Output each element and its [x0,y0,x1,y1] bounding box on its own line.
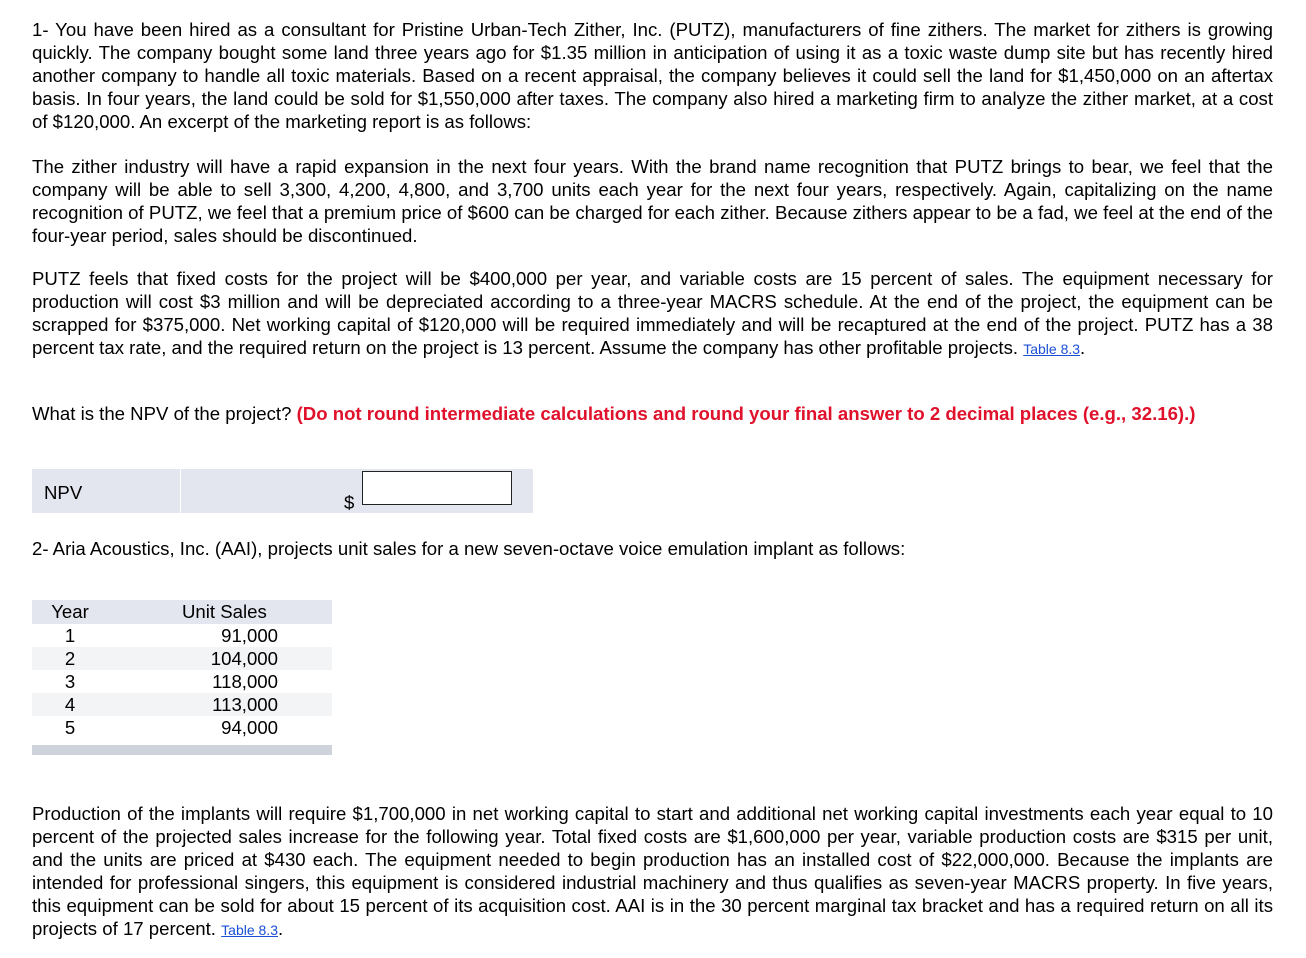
table-footer-bar [32,745,332,755]
table-row [32,693,332,716]
unit-sales-table [32,600,332,755]
table-row [32,716,332,739]
q2-intro-text: 2- Aria Acoustics, Inc. (AAI), projects unit sales for a new seven-octave voice emulation implant as follows: [32,538,906,559]
q1-table-link[interactable]: Table 8.3 [1023,341,1081,357]
year-header: Year [51,601,89,622]
npv-currency-symbol: $ [344,492,355,513]
unit-sales-cell: 113,000 [212,694,278,715]
q1-intro-paragraph [32,18,1273,133]
npv-label: NPV [44,482,83,503]
q1-instruction: (Do not round intermediate calculations and round your final answer to 2 decimal places (e.g., 32.16).) [296,403,1196,424]
q1-marketing-text: The zither industry will have a rapid expansion in the next four years. With the brand name recognition that PUTZ brings to bear, we feel that the company will be able to sell 3,300, 4,200, 4,800, and 3,700 units each year for the next four years, respectively. Again, capitalizing on the name recognition of PUTZ, we feel that a premium price of $600 can be charged for each zither. Because zithers appear to be a fad, we feel at the end of the four-year period, sales should be discontinued. [32,156,1273,246]
q1-question-text: What is the NPV of the project? [32,403,292,424]
unit-sales-cell: 91,000 [221,625,278,646]
year-cell: 1 [64,625,76,646]
unit-sales-header: Unit Sales [182,601,267,622]
npv-row-divider [180,469,181,513]
npv-answer-row [32,469,533,513]
table-row [32,647,332,670]
q1-question [32,402,1273,425]
q2-intro [32,537,1273,560]
q2-table-link[interactable]: Table 8.3 [221,922,278,938]
year-cell: 2 [64,648,76,669]
q2-details-text: Production of the implants will require $1,700,000 in net working capital to start and additional net working capital investments each year equal to 10 percent of the projected sales increase for the following year. Total fixed costs are $1,600,000 per year, variable production costs are $315 per unit, and the units are priced at $430 each. The equipment needed to begin production has an installed cost of $22,000,000. Because the implants are intended for professional singers, this equipment is considered industrial machinery and thus qualifies as seven-year MACRS property. In five years, this equipment can be sold for about 15 percent of its acquisition cost. AAI is in the 30 percent marginal tax bracket and has a required return on all its projects of 17 percent. [32,803,1273,939]
unit-sales-cell: 94,000 [221,717,278,738]
year-cell: 3 [64,671,76,692]
table-row [32,670,332,693]
q1-intro-text: 1- You have been hired as a consultant for Pristine Urban-Tech Zither, Inc. (PUTZ), manufacturers of fine zithers. The market for zithers is growing quickly. The company bought some land three years ago for $1.35 million in anticipation of using it as a toxic waste dump site but has recently hired another company to handle all toxic materials. Based on a recent appraisal, the company believes it could sell the land for $1,450,000 on an aftertax basis. In four years, the land could be sold for $1,550,000 after taxes. The company also hired a marketing firm to analyze the zither market, at a cost of $120,000. An excerpt of the marketing report is as follows: [32,19,1273,132]
year-cell: 4 [64,694,76,715]
npv-input[interactable] [362,471,512,505]
q1-cost-text: PUTZ feels that fixed costs for the project will be $400,000 per year, and variable costs are 15 percent of sales. The equipment necessary for production will cost $3 million and will be depreciated according to a three-year MACRS schedule. At the end of the project, the equipment can be scrapped for $375,000. Net working capital of $120,000 will be required immediately and will be recaptured at the end of the project. PUTZ has a 38 percent tax rate, and the required return on the project is 13 percent. Assume the company has other profitable projects. [32,268,1273,358]
unit-sales-cell: 104,000 [210,648,278,669]
unit-sales-cell: 118,000 [212,671,278,692]
q1-marketing-excerpt [32,155,1273,247]
q1-cost-paragraph: PUTZ feels that fixed costs for the project will be $400,000 per year, and variable costs are 15 percent of sales. The equipment necessary for production will cost $3 million and will be depreciated according to a three-year MACRS schedule. At the end of the project, the equipment can be scrapped for $375,000. Net working capital of $120,000 will be required immediately and will be recaptured at the end of the project. PUTZ has a 38 percent tax rate, and the required return on the project is 13 percent. Assume the company has other profitable projects. Table 8.3. [32,268,1273,358]
year-cell: 5 [64,717,76,738]
table-header [32,600,332,624]
q2-details-paragraph: Production of the implants will require $1,700,000 in net working capital to start and additional net working capital investments each year equal to 10 percent of the projected sales increase for the following year. Total fixed costs are $1,600,000 per year, variable production costs are $315 per unit, and the units are priced at $430 each. The equipment needed to begin production has an installed cost of $22,000,000. Because the implants are intended for professional singers, this equipment is considered industrial machinery and thus qualifies as seven-year MACRS property. In five years, this equipment can be sold for about 15 percent of its acquisition cost. AAI is in the 30 percent marginal tax bracket and has a required return on all its projects of 17 percent. Table 8.3. [32,803,1273,939]
table-row [32,624,332,647]
